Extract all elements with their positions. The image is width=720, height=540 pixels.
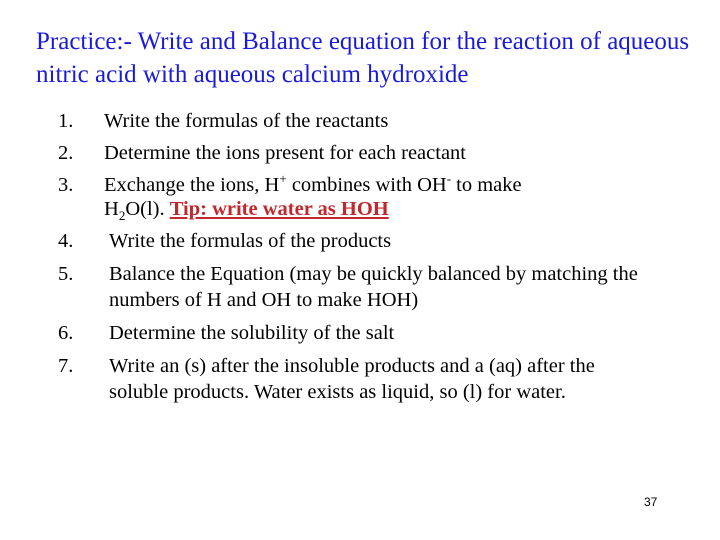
hydroxide-charge: -	[446, 171, 452, 187]
step-text: Determine the solubility of the salt	[109, 322, 395, 344]
step-6	[0, 321, 720, 345]
hydrogen-charge: +	[279, 171, 287, 187]
water-formula-h: H	[104, 198, 119, 220]
water-formula-rest: O(l).	[125, 198, 170, 220]
step-number: 6.	[58, 322, 74, 344]
step-number: 5.	[58, 263, 74, 285]
step-1	[0, 109, 720, 133]
step-text	[104, 171, 664, 224]
tip-text: Tip: write water as HOH	[169, 198, 389, 220]
step-7	[0, 353, 720, 405]
step-text: Write the formulas of the reactants	[104, 110, 389, 132]
slide-title: Practice:- Write and Balance equation for the reaction of aqueous nitric acid with aqueous calcium hydroxide	[36, 28, 690, 88]
step-2	[0, 141, 720, 165]
step-text: Balance the Equation (may be quickly balanced by matching the numbers of H and OH to make HOH)	[109, 263, 638, 311]
water-subscript: 2	[118, 208, 126, 224]
step-number: 1.	[58, 110, 74, 132]
step-3-text-start: Exchange the ions, H	[104, 174, 280, 196]
step-number: 4.	[58, 230, 74, 252]
step-number: 2.	[58, 142, 74, 164]
steps-list	[0, 109, 720, 413]
step-4	[0, 229, 720, 253]
step-text: Determine the ions present for each reactant	[104, 142, 466, 164]
step-text: Write an (s) after the insoluble products and a (aq) after the soluble products. Water exists as liquid, so (l) for water.	[109, 355, 595, 403]
page-number: 37	[644, 495, 658, 509]
step-3-text-middle: combines with OH	[286, 174, 447, 196]
step-number: 3.	[58, 174, 74, 196]
step-5	[0, 261, 720, 313]
step-text: Write the formulas of the products	[109, 230, 392, 252]
step-number: 7.	[58, 355, 74, 377]
step-3-text-end: to make	[451, 174, 522, 196]
step-3	[0, 171, 720, 224]
